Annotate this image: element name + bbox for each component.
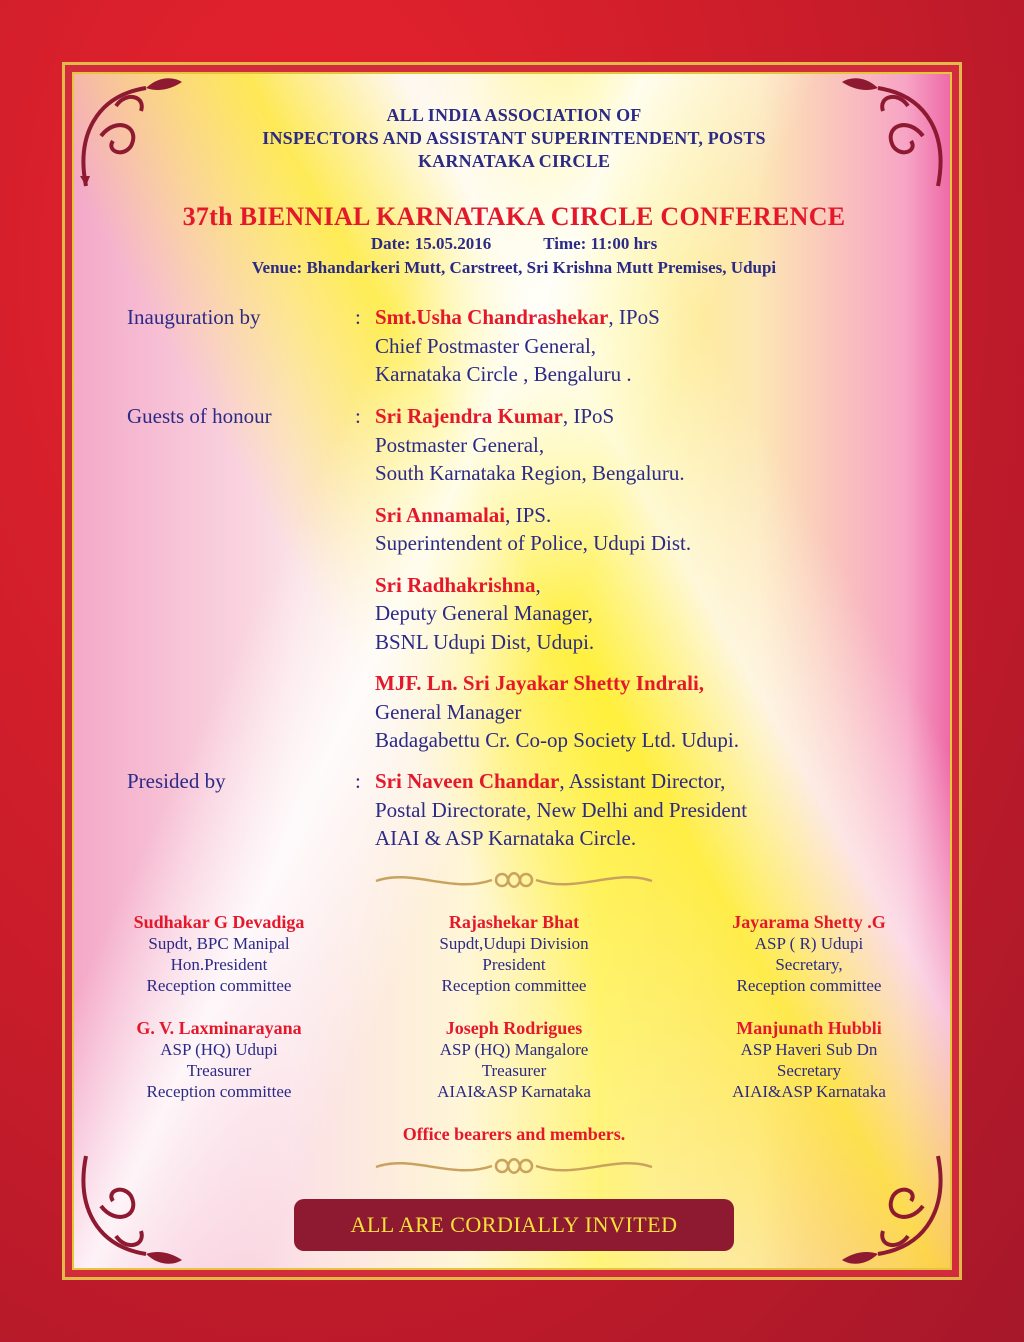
member-line: AIAI&ASP Karnataka: [437, 1082, 591, 1101]
date-time: [74, 234, 952, 254]
member-line: ASP (HQ) Mangalore: [439, 1040, 589, 1059]
colon: :: [355, 404, 361, 428]
member-line: Treasurer: [186, 1061, 252, 1080]
time: Time: 11:00 hrs: [543, 234, 658, 253]
guest-name: Smt.Usha Chandrashekar: [375, 305, 609, 329]
member-line: Secretary,: [775, 955, 843, 974]
member-name: G. V. Laxminarayana: [136, 1018, 302, 1038]
member-line: President: [482, 955, 546, 974]
member-line: AIAI&ASP Karnataka: [732, 1082, 886, 1101]
committee-grid: [74, 912, 952, 1124]
guest-line: Badagabettu Cr. Co-op Society Ltd. Udupi.: [375, 728, 739, 752]
flourish-divider-icon: [372, 868, 656, 894]
guest-line: Karnataka Circle , Bengaluru .: [375, 362, 632, 386]
guest-line: BSNL Udupi Dist, Udupi.: [375, 629, 595, 654]
header-line: INSPECTORS AND ASSISTANT SUPERINTENDENT, POSTS: [262, 128, 766, 148]
cordially-invited-banner: ALL ARE CORDIALLY INVITED: [294, 1199, 734, 1251]
committee-member: [664, 1018, 952, 1102]
venue: Venue: Bhandarkeri Mutt, Carstreet, Sri Krishna Mutt Premises, Udupi: [251, 258, 777, 277]
member-name: Rajashekar Bhat: [448, 912, 580, 932]
member-line: Reception committee: [146, 1082, 292, 1101]
corner-ornament-icon: [838, 1146, 948, 1266]
member-line: Reception committee: [441, 976, 587, 995]
guest-line: Superintendent of Police, Udupi Dist.: [375, 531, 692, 555]
date: Date: 15.05.2016: [370, 234, 492, 253]
member-line: Reception committee: [146, 976, 292, 995]
guest-name: MJF. Ln. Sri Jayakar Shetty Indrali,: [375, 671, 705, 695]
guest-suffix: , IPS.: [505, 502, 552, 527]
header-line: ALL INDIA ASSOCIATION OF: [386, 105, 642, 125]
label: Inauguration by: [127, 305, 261, 329]
member-line: Treasurer: [481, 1061, 547, 1080]
guest-name: Sri Rajendra Kumar: [375, 404, 563, 428]
member-name: Jayarama Shetty .G: [732, 912, 886, 932]
label: Guests of honour: [127, 404, 272, 428]
guest-suffix: , IPoS: [562, 404, 615, 428]
guest-suffix: ,: [535, 572, 541, 597]
guest-name: Sri Annamalai: [375, 502, 506, 527]
member-name: Sudhakar G Devadiga: [133, 912, 305, 932]
colon: :: [355, 769, 361, 793]
guest-suffix: , Assistant Director,: [559, 769, 726, 793]
colon: :: [355, 305, 361, 329]
committee-member: [664, 912, 952, 996]
committee-member: [364, 912, 664, 996]
association-header: [74, 104, 952, 173]
guest-suffix: , IPoS: [608, 305, 660, 329]
member-line: ASP (HQ) Udupi: [160, 1040, 278, 1059]
guest-line: Chief Postmaster General,: [375, 333, 597, 358]
guest-line: Postmaster General,: [375, 432, 545, 457]
member-name: Joseph Rodrigues: [445, 1018, 583, 1038]
guest-line: AIAI & ASP Karnataka Circle.: [375, 826, 637, 850]
committee-member: [74, 912, 364, 996]
member-line: Secretary: [776, 1061, 842, 1080]
label: Presided by: [127, 769, 226, 793]
guest-name: Sri Naveen Chandar: [375, 769, 560, 793]
committee-member: [74, 1018, 364, 1102]
guest-line: Postal Directorate, New Delhi and President: [375, 797, 748, 822]
committee-member: [364, 1018, 664, 1102]
member-name: Manjunath Hubbli: [736, 1018, 882, 1038]
conference-title: 37th BIENNIAL KARNATAKA CIRCLE CONFERENCE: [182, 202, 846, 231]
invitation-card: [72, 72, 952, 1270]
member-line: ASP ( R) Udupi: [754, 934, 864, 953]
corner-ornament-icon: [76, 1146, 186, 1266]
member-line: Reception committee: [736, 976, 882, 995]
member-line: ASP Haveri Sub Dn: [740, 1040, 878, 1059]
guest-name: Sri Radhakrishna: [375, 572, 536, 597]
guest-line: South Karnataka Region, Bengaluru.: [375, 461, 685, 485]
member-line: Hon.President: [170, 955, 268, 974]
flourish-divider-icon: [372, 1154, 656, 1180]
office-bearers: Office bearers and members.: [402, 1124, 626, 1144]
member-line: Supdt, BPC Manipal: [148, 934, 290, 953]
guest-line: General Manager: [375, 699, 522, 724]
guest-line: Deputy General Manager,: [375, 601, 593, 625]
header-line: KARNATAKA CIRCLE: [417, 151, 611, 171]
member-line: Supdt,Udupi Division: [439, 934, 589, 953]
